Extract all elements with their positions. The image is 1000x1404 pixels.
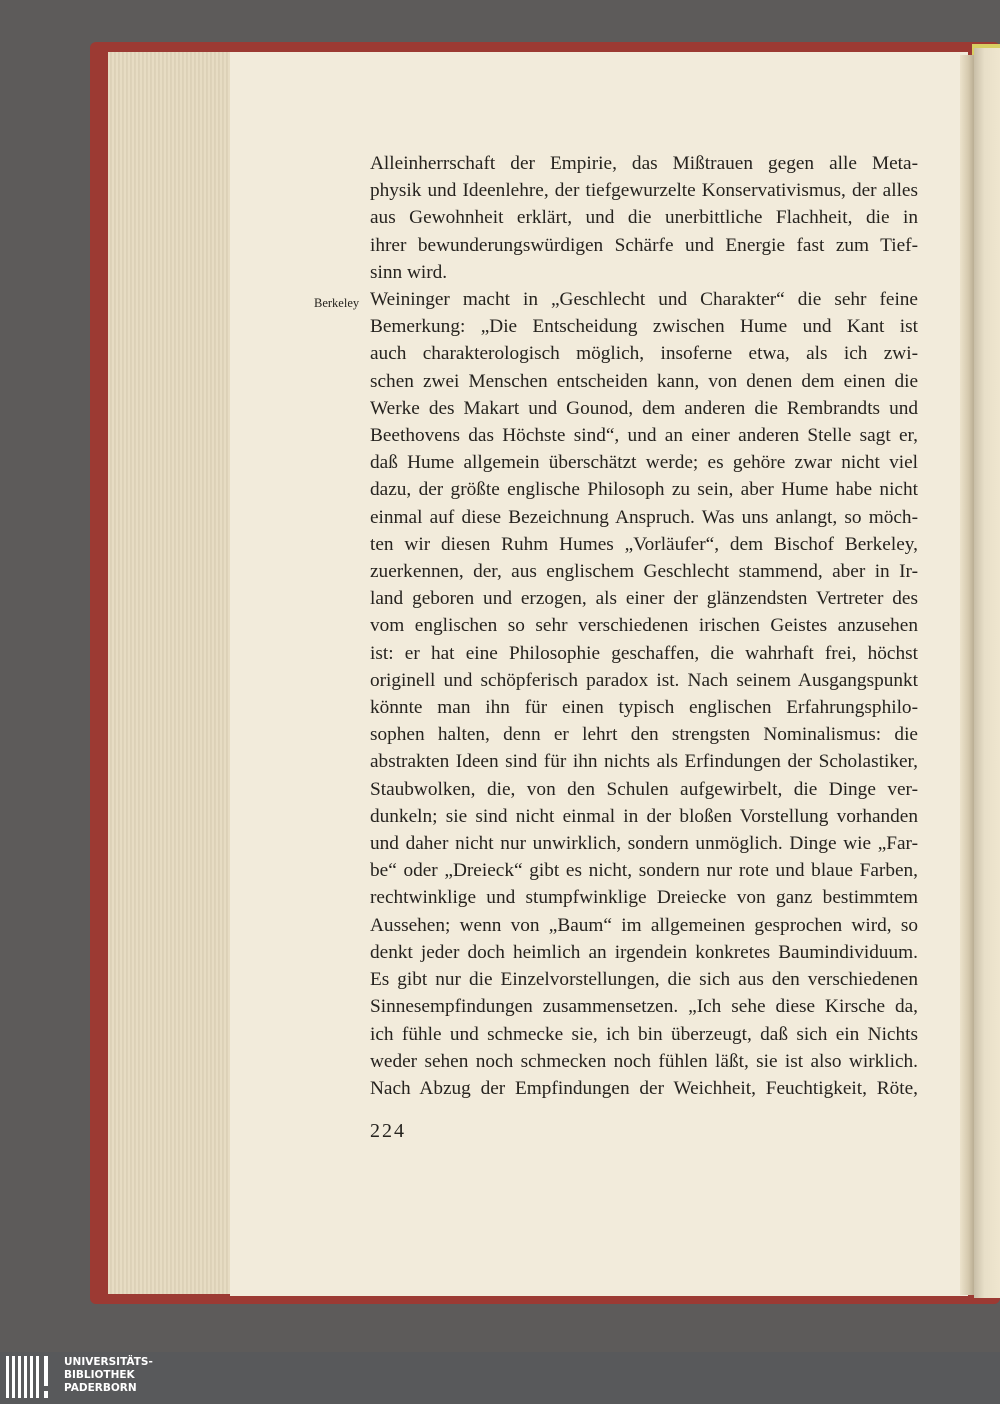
text-line: ich fühle und schmecke sie, ich bin überzeugt, daß sich ein Nichts [370,1023,918,1045]
text-line: physik und Ideenlehre, der tiefgewurzelte Konservativismus, der alles [370,180,918,202]
library-logo-text [64,1356,153,1395]
text-line: schen zwei Menschen entscheiden kann, von denen dem einen die [370,370,918,392]
text-line: Beethovens das Höchste sind“, und an einer anderen Stelle sagt er, [370,425,918,447]
logo-text-line: BIBLIOTHEK [64,1369,135,1381]
text-line: sinn wird. [370,261,448,283]
text-line: Staubwolken, die, von den Schulen aufgewirbelt, die Dinge ver- [370,778,918,800]
text-line: Bemerkung: „Die Entscheidung zwischen Hume und Kant ist [370,316,918,338]
text-line: zuerkennen, der, aus englischem Geschlecht stammend, aber in Ir- [370,561,918,583]
book-gutter [960,55,974,1295]
text-line: Alleinherrschaft der Empirie, das Mißtrauen gegen alle Meta- [370,153,918,174]
text-line: Sinnesempfindungen zusammensetzen. „Ich sehe diese Kirsche da, [370,996,918,1018]
text-line: Aussehen; wenn von „Baum“ im allgemeinen gesprochen wird, so [370,914,918,936]
text-line: land geboren und erzogen, als einer der glänzendsten Vertreter des [370,588,918,610]
book-page [230,52,968,1296]
page-edges [108,52,236,1294]
text-line: und daher nicht nur unwirklich, sondern unmöglich. Dinge wie „Far- [370,833,918,855]
text-line: abstrakten Ideen sind für ihn nichts als Erfindungen der Scholastiker, [370,751,918,773]
text-line: vom englischen so sehr verschiedenen irischen Geistes anzusehen [370,615,918,637]
text-line: dazu, der größte englische Philosoph zu sein, aber Hume habe nicht [370,479,918,501]
text-line: rechtwinklige und stumpfwinklige Dreiecke von ganz bestimmtem [370,887,918,909]
text-line: ten wir diesen Ruhm Humes „Vorläufer“, dem Bischof Berkeley, [370,533,918,555]
text-line: originell und schöpferisch paradox ist. Nach seinem Ausgangspunkt [370,669,918,691]
text-line: Nach Abzug der Empfindungen der Weichheit, Feuchtigkeit, Röte, [370,1077,918,1099]
margin-note: Berkeley [314,296,360,310]
text-line: ihrer bewunderungswürdigen Schärfe und Energie fast zum Tief- [370,234,918,256]
text-line: dunkeln; sie sind nicht einmal in der bloßen Vorstellung vorhanden [370,805,918,827]
text-line: daß Hume allgemein überschätzt werde; es gehöre zwar nicht viel [370,452,918,474]
text-line: weder sehen noch schmecken noch fühlen läßt, sie ist also wirklich. [370,1050,918,1072]
text-line: aus Gewohnheit erklärt, und die unerbittliche Flachheit, die in [370,207,918,229]
text-line: Weininger macht in „Geschlecht und Charakter“ die sehr feine [370,289,918,311]
text-line: Werke des Makart und Gounod, dem anderen die Rembrandts und [370,397,918,419]
text-line: ist: er hat eine Philosophie geschaffen, die wahrhaft frei, höchst [370,642,918,664]
logo-text-line: UNIVERSITÄTS- [64,1356,153,1368]
library-logo-icon [6,1356,52,1398]
library-footer [0,1352,1000,1404]
page-number: 224 [370,1120,406,1142]
text-line: könnte man ihn für einen typisch englischen Erfahrungsphilo- [370,697,918,719]
text-line: be“ oder „Dreieck“ gibt es nicht, sondern nur rote und blaue Farben, [370,860,918,882]
text-line: sophen halten, denn er lehrt den strengsten Nominalismus: die [370,724,918,746]
text-line: auch charakterologisch möglich, insoferne etwa, als ich zwi- [370,343,918,365]
facing-page-edge [974,48,1000,1298]
text-line: einmal auf diese Bezeichnung Anspruch. Was uns anlangt, so möch- [370,506,918,528]
body-text [370,150,918,1102]
text-line: Es gibt nur die Einzelvorstellungen, die sich aus den verschiedenen [370,969,918,991]
text-line: denkt jeder doch heimlich an irgendein konkretes Baumindividuum. [370,941,918,963]
logo-text-line: PADERBORN [64,1382,137,1394]
